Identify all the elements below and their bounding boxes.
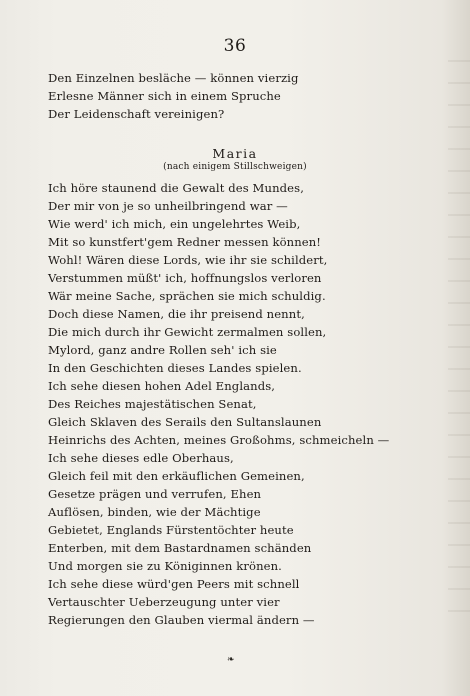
- speech-line: Gesetze prägen und verrufen, Ehen: [48, 487, 262, 501]
- verse-line: Den Einzelnen besläche — können vierzig: [48, 71, 299, 85]
- speech-line: Ich sehe diese würd'gen Peers mit schnell: [48, 577, 300, 591]
- printer-mark: ❧: [227, 655, 235, 665]
- speech-line: Enterben, mit dem Bastardnamen schänden: [48, 541, 312, 555]
- speech-line: Ich sehe diesen hohen Adel Englands,: [48, 379, 276, 393]
- speech-line: Gleich Sklaven des Serails den Sultanslaunen: [48, 415, 322, 429]
- speech-line: Heinrichs des Achten, meines Großohms, schmeicheln —: [48, 433, 390, 447]
- speech-line: Gleich feil mit den erkäuflichen Gemeinen,: [48, 469, 305, 483]
- page-number: 36: [223, 36, 247, 56]
- speech-line: Regierungen den Glauben viermal ändern —: [48, 613, 315, 627]
- speech-line: Die mich durch ihr Gewicht zermalmen sollen,: [48, 325, 327, 339]
- verse-line: Der Leidenschaft vereinigen?: [48, 107, 225, 121]
- speech-line: Doch diese Namen, die ihr preisend nennt,: [48, 307, 305, 321]
- stage-direction: (nach einigem Stillschweigen): [163, 162, 307, 172]
- speech-line: Mit so kunstfert'gem Redner messen können!: [48, 235, 322, 249]
- speech-line: Und morgen sie zu Königinnen krönen.: [48, 559, 282, 573]
- speech-line: Verstummen müßt' ich, hoffnungslos verloren: [48, 271, 322, 285]
- speech-line: Der mir von je so unheilbringend war —: [48, 199, 288, 213]
- facing-page-show-through: [448, 60, 470, 620]
- speech-line: Wär meine Sache, sprächen sie mich schuldig.: [48, 289, 326, 303]
- verse-line: Erlesne Männer sich in einem Spruche: [48, 89, 281, 103]
- speech-line: Ich höre staunend die Gewalt des Mundes,: [48, 181, 304, 195]
- speech-line: Gebietet, Englands Fürstentöchter heute: [48, 523, 294, 537]
- speaker-name: Maria: [212, 146, 258, 161]
- speech-line: In den Geschichten dieses Landes spielen.: [48, 361, 302, 375]
- speech-line: Auflösen, binden, wie der Mächtige: [48, 505, 261, 519]
- speech-line: Wohl! Wären diese Lords, wie ihr sie schildert,: [48, 253, 328, 267]
- speech-line: Ich sehe dieses edle Oberhaus,: [48, 451, 234, 465]
- speech-line: Mylord, ganz andre Rollen seh' ich sie: [48, 343, 277, 357]
- speech-line: Wie werd' ich mich, ein ungelehrtes Weib,: [48, 217, 301, 231]
- speech-line: Vertauschter Ueberzeugung unter vier: [48, 595, 280, 609]
- speech-line: Des Reiches majestätischen Senat,: [48, 397, 257, 411]
